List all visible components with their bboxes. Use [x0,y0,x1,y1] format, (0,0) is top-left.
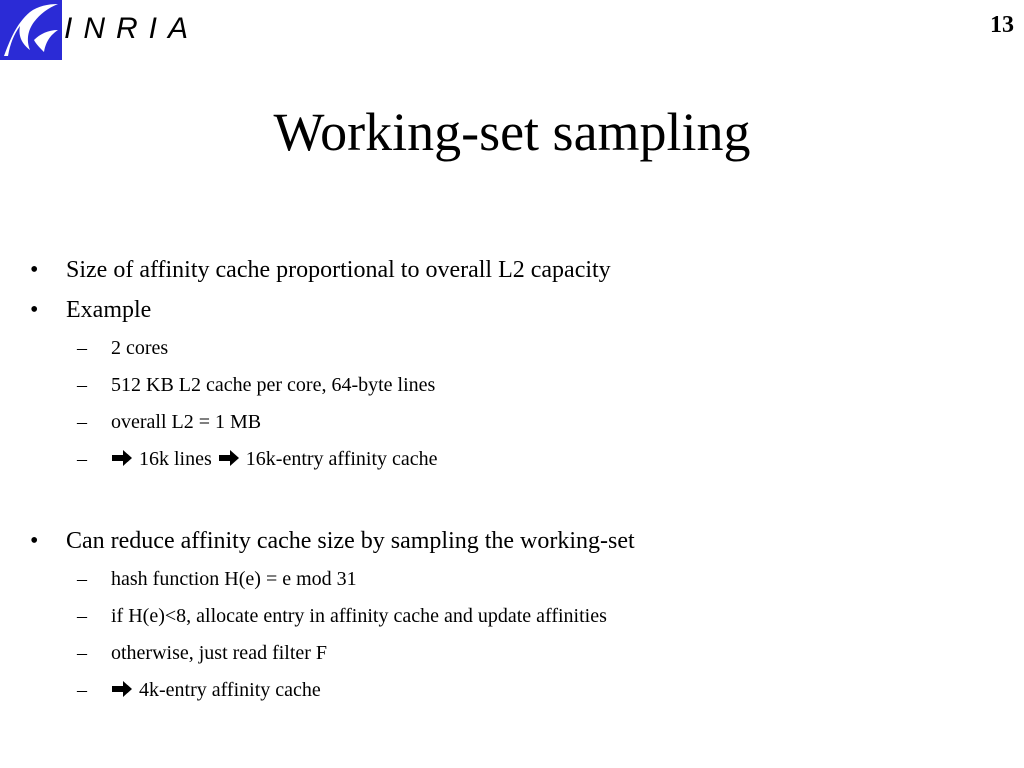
right-arrow-icon [111,449,133,467]
bullet-text: Can reduce affinity cache size by sampling the working-set [66,528,635,554]
sub-bullet-text-part: 4k-entry affinity cache [139,679,321,701]
sub-bullet-item [0,332,1024,369]
sub-bullet-item [0,369,1024,406]
sub-bullet-text-part: 16k-entry affinity cache [245,448,438,470]
bullet-text: Size of affinity cache proportional to overall L2 capacity [66,257,611,283]
bullet-list [0,252,1024,711]
bullet-marker: • [30,297,39,323]
sub-bullet-item [0,563,1024,600]
sub-bullet-marker: – [77,679,87,701]
bullet-text: Example [66,297,152,323]
sub-bullet-marker: – [77,337,87,359]
sub-bullet-marker: – [77,374,87,396]
sub-bullet-item [0,443,1024,480]
sub-bullet-text: overall L2 = 1 MB [111,411,262,433]
bullet-item [0,292,1024,332]
logo-wordmark: INRIA [64,12,200,45]
sub-bullet-item [0,674,1024,711]
inria-logo [0,0,240,64]
sub-bullet-text [111,674,321,706]
sub-bullet-marker: – [77,411,87,433]
slide-title: Working-set sampling [273,102,751,162]
sub-bullet-text: otherwise, just read filter F [111,642,328,664]
bullet-marker: • [30,257,39,283]
page-number: 13 [990,12,1014,38]
sub-bullet-marker: – [77,605,87,627]
sub-bullet-text: hash function H(e) = e mod 31 [111,568,357,590]
bullet-item [0,252,1024,292]
sub-bullet-text [111,443,438,475]
sub-bullet-marker: – [77,642,87,664]
sub-bullet-marker: – [77,568,87,590]
sub-bullet-item [0,600,1024,637]
sub-bullet-item [0,637,1024,674]
sub-bullet-text: 512 KB L2 cache per core, 64-byte lines [111,374,436,396]
sub-bullet-item [0,406,1024,443]
inria-logo-mark-icon [0,0,62,60]
right-arrow-icon [111,680,133,698]
sub-bullet-marker: – [77,448,87,470]
bullet-marker: • [30,528,39,554]
right-arrow-icon [218,449,240,467]
bullet-item [0,523,1024,563]
sub-bullet-text: if H(e)<8, allocate entry in affinity cache and update affinities [111,605,607,627]
sub-bullet-text-part: 16k lines [139,448,212,470]
sub-bullet-text: 2 cores [111,337,169,359]
list-spacer [0,480,1024,523]
